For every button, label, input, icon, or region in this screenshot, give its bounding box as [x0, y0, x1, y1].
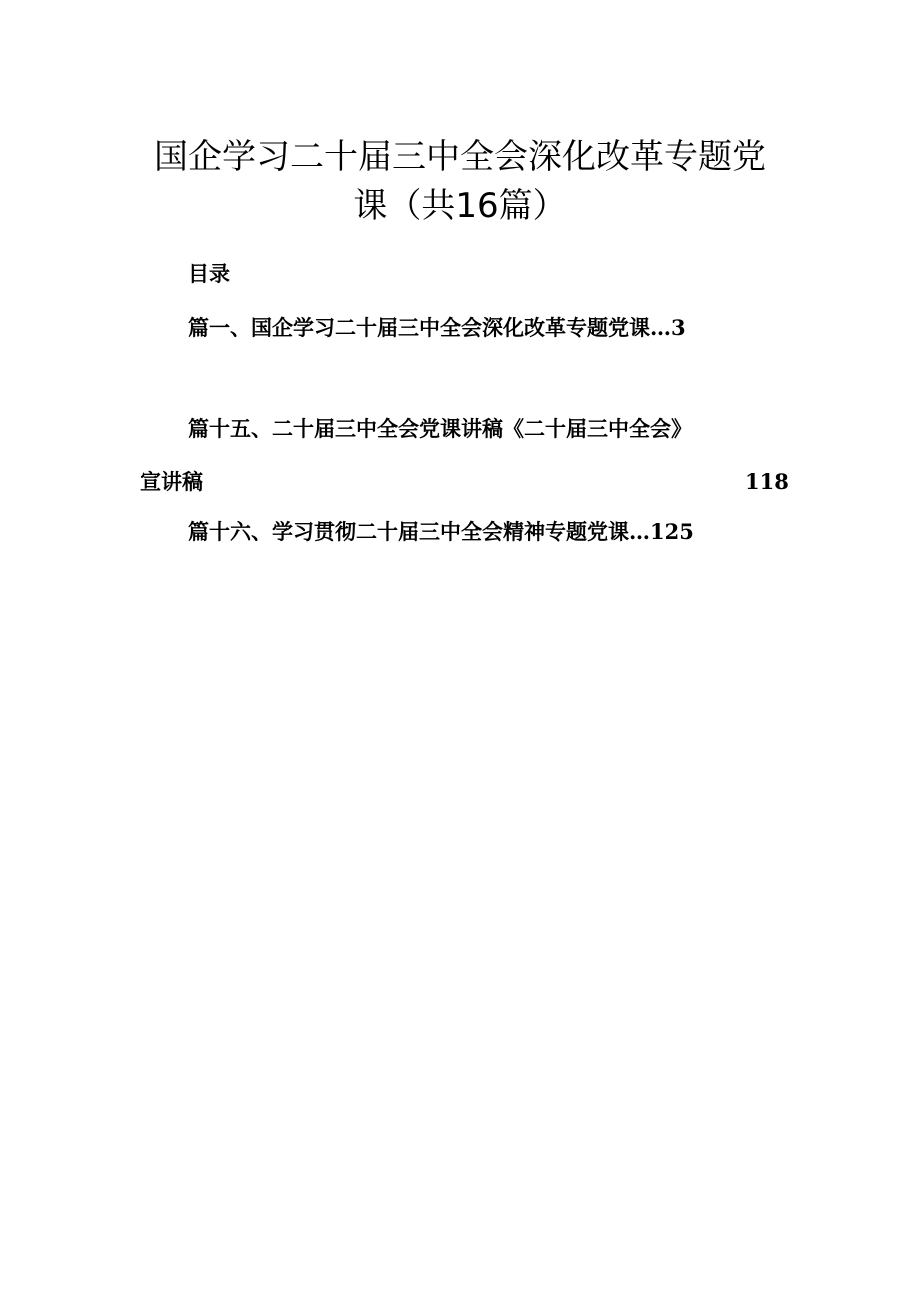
toc-entry-16[interactable]: 篇十六、学习贯彻二十届三中全会精神专题党课…125 [188, 519, 694, 544]
document-title-line-2: 课（共16篇） [353, 186, 567, 226]
toc-entry-1[interactable]: 篇一、国企学习二十届三中全会深化改革专题党课…3 [188, 315, 686, 340]
toc-entry-15[interactable]: 篇十五、二十届三中全会党课讲稿《二十届三中全会》 [188, 416, 692, 441]
toc-entry-15-page-number[interactable]: 118 [745, 469, 789, 494]
toc-entry-15-continuation[interactable]: 宣讲稿 [140, 469, 203, 494]
document-title-line-1: 国企学习二十届三中全会深化改革专题党 [154, 137, 766, 177]
toc-heading: 目录 [188, 261, 230, 286]
